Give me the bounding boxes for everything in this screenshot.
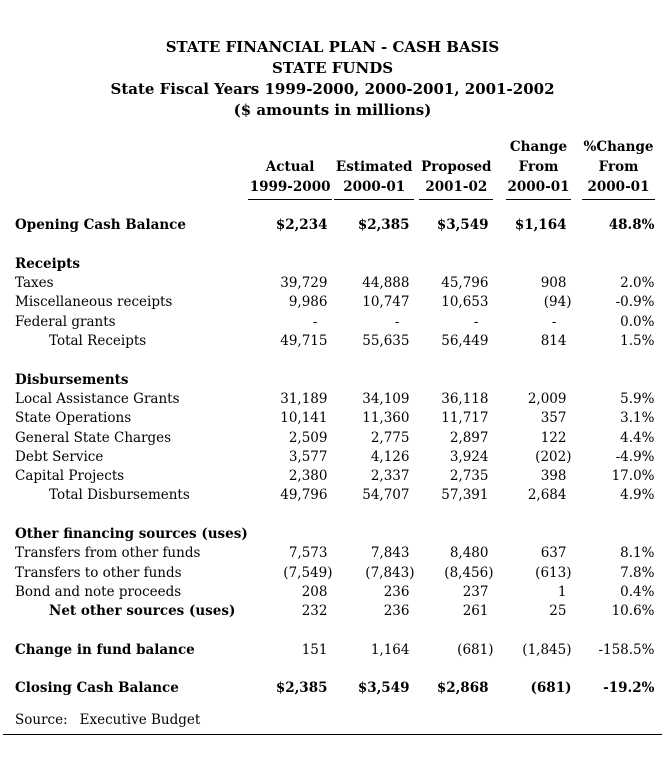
cell-text — [409, 372, 414, 388]
row-label: Debt Service — [15, 448, 104, 465]
cell-text: $3,549 — [357, 680, 410, 697]
cell-text: 39,729 — [280, 275, 328, 292]
cell-value — [332, 639, 414, 658]
title-block — [0, 37, 665, 121]
cell-text: 2,380 — [288, 468, 328, 485]
table-row — [15, 542, 655, 561]
cell-text: 8.1% — [620, 545, 655, 562]
cell-text — [566, 372, 571, 388]
title-line-4: ($ amounts in millions) — [233, 101, 432, 119]
cell-text: 2,684 — [527, 487, 567, 504]
spacer-row — [15, 233, 655, 252]
cell-text: 31,189 — [280, 390, 328, 407]
title-line-1: STATE FINANCIAL PLAN - CASH BASIS — [165, 38, 500, 56]
cell-value — [493, 677, 571, 696]
cell-text: 49,796 — [280, 487, 328, 504]
cell-text: 7.8% — [620, 564, 655, 581]
cell-value — [571, 465, 655, 484]
cell-value — [414, 388, 493, 407]
cell-text: 4.4% — [620, 429, 655, 446]
cell-text: -158.5% — [598, 641, 655, 658]
cell-value — [248, 388, 333, 407]
table-row — [15, 561, 655, 580]
table-row — [15, 368, 655, 387]
row-label: Total Receipts — [49, 333, 147, 350]
table-row — [15, 465, 655, 484]
cell-text: 8,480 — [449, 545, 489, 562]
spacer-cell — [15, 658, 655, 677]
cell-value — [493, 426, 571, 445]
cell-text: 3,577 — [288, 448, 328, 465]
cell-value — [571, 600, 655, 619]
cell-value — [414, 426, 493, 445]
cell-value — [571, 407, 655, 426]
source-note — [15, 710, 665, 730]
cell-value — [414, 368, 493, 387]
cell-value — [248, 523, 333, 542]
financial-table — [15, 137, 655, 696]
cell-value — [248, 368, 333, 387]
row-label: Opening Cash Balance — [15, 217, 186, 234]
cell-text — [566, 256, 571, 272]
cell-text: 208 — [301, 583, 328, 600]
cell-value — [493, 388, 571, 407]
cell-text: 11,717 — [441, 410, 489, 427]
cell-text: 2,735 — [449, 468, 489, 485]
cell-text: (7,843) — [365, 564, 415, 581]
cell-text: 10,747 — [362, 294, 410, 311]
cell-value — [332, 388, 414, 407]
cell-value — [414, 677, 493, 696]
cell-text: 10,653 — [441, 294, 489, 311]
cell-text: 2,775 — [370, 429, 410, 446]
cell-text — [327, 372, 332, 388]
cell-value — [414, 581, 493, 600]
cell-text: 0.4% — [620, 583, 655, 600]
cell-value — [332, 600, 414, 619]
row-label: Net other sources (uses) — [49, 603, 236, 620]
cell-text: 236 — [383, 603, 410, 620]
cell-value — [493, 272, 571, 291]
cell-value — [332, 368, 414, 387]
row-label: Federal grants — [15, 313, 116, 330]
cell-value — [571, 426, 655, 445]
cell-value — [248, 214, 333, 233]
spacer-row — [15, 658, 655, 677]
cell-value — [248, 330, 333, 349]
table-row — [15, 291, 655, 310]
cell-value — [414, 542, 493, 561]
cell-text: 56,449 — [441, 333, 489, 350]
cell-value — [493, 291, 571, 310]
row-label: Receipts — [15, 255, 81, 272]
cell-text: 45,796 — [441, 275, 489, 292]
column-header-estimated: Estimated 2000-01 — [332, 137, 414, 200]
cell-text: 57,391 — [441, 487, 489, 504]
row-label: Change in fund balance — [15, 641, 195, 658]
cell-value — [248, 677, 333, 696]
cell-value — [248, 465, 333, 484]
row-label: Total Disbursements — [49, 487, 190, 504]
cell-text: 232 — [301, 603, 328, 620]
cell-value — [571, 253, 655, 272]
column-header-proposed: Proposed 2001-02 — [414, 137, 493, 200]
cell-value — [493, 542, 571, 561]
cell-value — [571, 523, 655, 542]
cell-value — [493, 407, 571, 426]
title-line-3: State Fiscal Years 1999-2000, 2000-2001, 2001-2002 — [110, 80, 555, 98]
header-row — [15, 137, 655, 200]
cell-text: 2.0% — [620, 275, 655, 292]
cell-value — [493, 330, 571, 349]
cell-text: - — [394, 313, 400, 330]
row-label: Disbursements — [15, 371, 129, 388]
cell-value — [248, 407, 333, 426]
cell-value — [248, 600, 333, 619]
cell-value — [414, 465, 493, 484]
cell-text: 4,126 — [370, 448, 410, 465]
cell-value — [571, 214, 655, 233]
cell-value — [332, 407, 414, 426]
cell-value — [248, 484, 333, 503]
cell-value — [493, 310, 571, 329]
cell-value — [414, 523, 493, 542]
cell-text — [650, 372, 655, 388]
cell-text: (613) — [535, 564, 572, 581]
cell-value — [248, 310, 333, 329]
cell-text: 1,164 — [370, 641, 410, 658]
cell-text: 357 — [540, 410, 567, 427]
cell-text: 3.1% — [620, 410, 655, 427]
cell-value — [332, 677, 414, 696]
row-label: Miscellaneous receipts — [15, 294, 173, 311]
cell-text: 7,843 — [370, 545, 410, 562]
cell-text: 2,509 — [288, 429, 328, 446]
cell-text: 1 — [557, 583, 567, 600]
row-label: State Operations — [15, 410, 132, 427]
cell-value — [571, 561, 655, 580]
cell-text: 34,109 — [362, 390, 410, 407]
column-header-label — [15, 137, 248, 200]
cell-text — [327, 256, 332, 272]
cell-value — [571, 542, 655, 561]
cell-text: 122 — [540, 429, 567, 446]
cell-value — [493, 465, 571, 484]
cell-value — [571, 291, 655, 310]
row-label: Transfers from other funds — [15, 545, 201, 562]
cell-value — [414, 446, 493, 465]
cell-text — [566, 526, 571, 542]
cell-value — [571, 272, 655, 291]
column-header-actual: Actual 1999-2000 — [248, 137, 333, 200]
cell-text: - — [473, 313, 479, 330]
cell-text: 9,986 — [288, 294, 328, 311]
cell-text: 2,009 — [527, 390, 567, 407]
cell-value — [493, 446, 571, 465]
cell-text: 49,715 — [280, 333, 328, 350]
cell-text — [409, 526, 414, 542]
cell-text: 4.9% — [620, 487, 655, 504]
cell-text: 151 — [301, 641, 328, 658]
table-row — [15, 639, 655, 658]
cell-value — [332, 310, 414, 329]
cell-text: 2,897 — [449, 429, 489, 446]
cell-value — [414, 561, 493, 580]
cell-text — [650, 526, 655, 542]
spacer-row — [15, 349, 655, 368]
cell-value — [571, 581, 655, 600]
bottom-rule — [3, 734, 662, 735]
table-row — [15, 484, 655, 503]
cell-value — [248, 291, 333, 310]
table-row — [15, 388, 655, 407]
row-label: General State Charges — [15, 429, 172, 446]
source-value: Executive Budget — [79, 712, 201, 729]
source-label: Source: — [15, 712, 68, 729]
cell-text — [488, 526, 493, 542]
table-row — [15, 523, 655, 542]
cell-value — [414, 272, 493, 291]
cell-text: 7,573 — [288, 545, 328, 562]
cell-value — [414, 600, 493, 619]
table-row — [15, 330, 655, 349]
cell-value — [571, 639, 655, 658]
cell-value — [332, 523, 414, 542]
cell-text: 54,707 — [362, 487, 410, 504]
spacer-cell — [15, 503, 655, 522]
cell-value — [332, 561, 414, 580]
cell-value — [414, 484, 493, 503]
cell-text: 44,888 — [362, 275, 410, 292]
cell-value — [332, 446, 414, 465]
row-label: Other financing sources (uses) — [15, 526, 248, 543]
cell-value — [571, 388, 655, 407]
table-row — [15, 272, 655, 291]
table-row — [15, 214, 655, 233]
cell-text: 237 — [462, 583, 489, 600]
cell-text: (681) — [457, 641, 494, 658]
cell-text: 261 — [462, 603, 489, 620]
cell-value — [493, 368, 571, 387]
cell-value — [332, 465, 414, 484]
cell-value — [332, 484, 414, 503]
cell-text: (1,845) — [522, 641, 572, 658]
table-row — [15, 581, 655, 600]
cell-text: (94) — [543, 294, 572, 311]
row-label: Closing Cash Balance — [15, 680, 179, 697]
cell-text: 10,141 — [280, 410, 328, 427]
spacer-row — [15, 503, 655, 522]
cell-text: 236 — [383, 583, 410, 600]
cell-text: (202) — [535, 448, 572, 465]
row-label: Transfers to other funds — [15, 564, 182, 581]
spacer-cell — [15, 619, 655, 638]
table-body — [15, 200, 655, 696]
cell-text: $3,549 — [436, 217, 489, 234]
cell-text: 908 — [540, 275, 567, 292]
cell-text — [409, 256, 414, 272]
cell-value — [248, 561, 333, 580]
cell-text: 5.9% — [620, 390, 655, 407]
cell-value — [248, 426, 333, 445]
cell-value — [332, 426, 414, 445]
cell-value — [571, 484, 655, 503]
cell-text: $2,385 — [357, 217, 410, 234]
cell-value — [332, 581, 414, 600]
cell-text: 814 — [540, 333, 567, 350]
cell-text: 25 — [549, 603, 567, 620]
cell-value — [493, 253, 571, 272]
cell-text: (681) — [530, 680, 572, 697]
cell-text: $2,868 — [436, 680, 489, 697]
table-row — [15, 310, 655, 329]
cell-text: -19.2% — [603, 680, 655, 697]
cell-value — [414, 330, 493, 349]
cell-value — [248, 639, 333, 658]
cell-text: 10.6% — [611, 603, 655, 620]
cell-text: (8,456) — [444, 564, 494, 581]
cell-value — [248, 446, 333, 465]
cell-text — [488, 256, 493, 272]
cell-text: $2,385 — [275, 680, 328, 697]
cell-value — [414, 291, 493, 310]
table-row — [15, 253, 655, 272]
cell-text: 2,337 — [370, 468, 410, 485]
cell-value — [493, 600, 571, 619]
cell-value — [248, 542, 333, 561]
cell-text: - — [312, 313, 318, 330]
cell-value — [493, 581, 571, 600]
cell-text: 398 — [540, 468, 567, 485]
cell-value — [493, 639, 571, 658]
cell-value — [493, 214, 571, 233]
cell-text: $2,234 — [275, 217, 328, 234]
cell-text: -4.9% — [615, 448, 655, 465]
row-label: Local Assistance Grants — [15, 390, 180, 407]
cell-value — [414, 214, 493, 233]
cell-value — [493, 484, 571, 503]
cell-text: 55,635 — [362, 333, 410, 350]
cell-text: 48.8% — [608, 217, 655, 234]
table-row — [15, 600, 655, 619]
cell-text — [488, 372, 493, 388]
cell-value — [571, 677, 655, 696]
cell-text: 637 — [540, 545, 567, 562]
cell-text: (7,549) — [283, 564, 333, 581]
cell-text: -0.9% — [615, 294, 655, 311]
row-label: Capital Projects — [15, 468, 125, 485]
table-row — [15, 677, 655, 696]
cell-value — [571, 310, 655, 329]
cell-value — [493, 523, 571, 542]
cell-text — [327, 526, 332, 542]
cell-value — [248, 272, 333, 291]
cell-text: 11,360 — [362, 410, 410, 427]
cell-value — [332, 272, 414, 291]
cell-text: $1,164 — [514, 217, 567, 234]
cell-text: 36,118 — [441, 390, 489, 407]
table-row — [15, 407, 655, 426]
title-line-2: STATE FUNDS — [271, 59, 394, 77]
cell-text: 1.5% — [620, 333, 655, 350]
cell-value — [571, 330, 655, 349]
table-row — [15, 446, 655, 465]
cell-text: - — [551, 313, 557, 330]
cell-text — [650, 256, 655, 272]
cell-text: 3,924 — [449, 448, 489, 465]
cell-value — [332, 330, 414, 349]
spacer-row — [15, 619, 655, 638]
row-label: Bond and note proceeds — [15, 583, 182, 600]
cell-value — [248, 581, 333, 600]
cell-value — [571, 368, 655, 387]
cell-value — [332, 542, 414, 561]
cell-value — [571, 446, 655, 465]
cell-value — [332, 253, 414, 272]
cell-value — [414, 253, 493, 272]
cell-value — [414, 310, 493, 329]
column-header-change: Change From 2000-01 — [493, 137, 571, 200]
cell-value — [332, 291, 414, 310]
cell-value — [332, 214, 414, 233]
column-header-pct-change: %Change From 2000-01 — [571, 137, 655, 200]
row-label: Taxes — [15, 275, 54, 292]
cell-value — [248, 253, 333, 272]
table-row — [15, 426, 655, 445]
spacer-cell — [15, 349, 655, 368]
cell-value — [493, 561, 571, 580]
cell-text: 0.0% — [620, 313, 655, 330]
cell-value — [414, 407, 493, 426]
cell-value — [414, 639, 493, 658]
spacer-cell — [15, 233, 655, 252]
cell-text: 17.0% — [611, 468, 655, 485]
